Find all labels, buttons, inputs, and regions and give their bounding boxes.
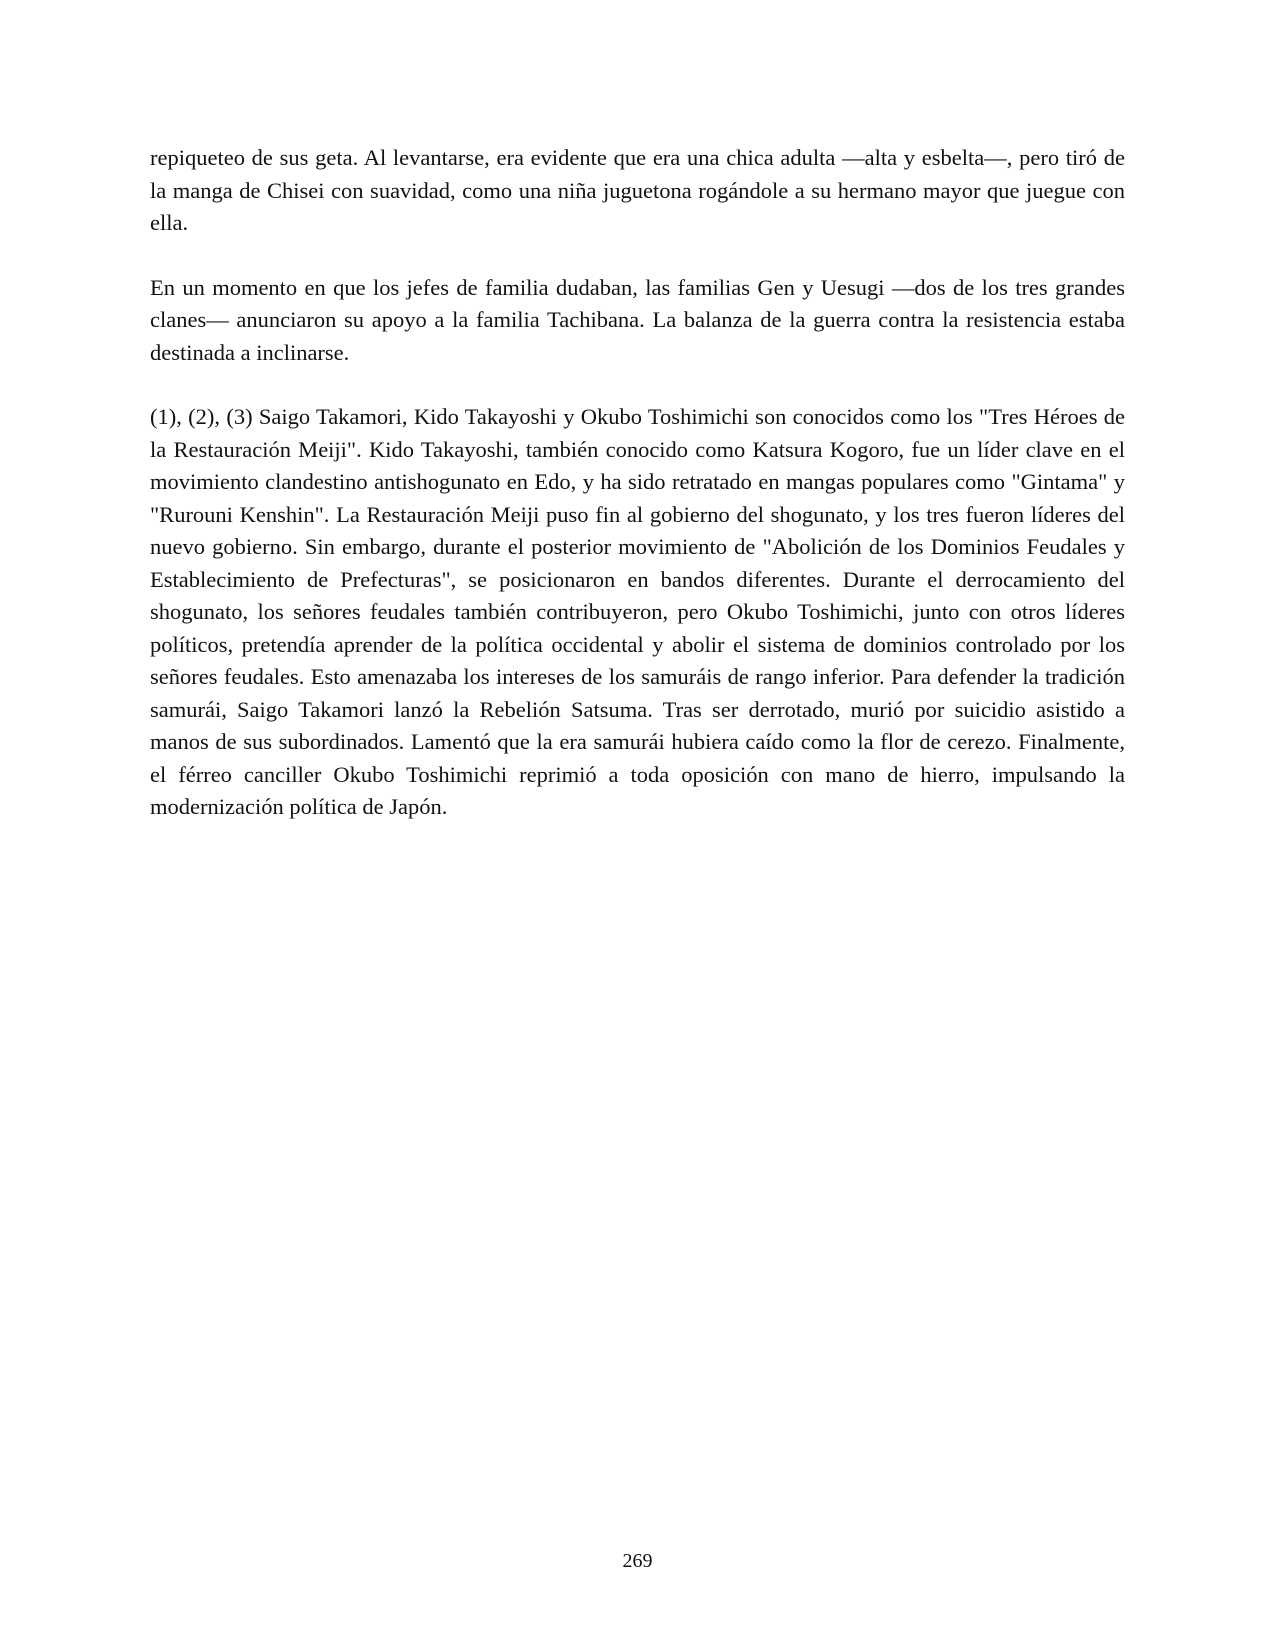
page-number: 269 bbox=[622, 1550, 653, 1572]
paragraph-clans-support: En un momento en que los jefes de familia dudaban, las familias Gen y Uesugi —dos de los tres grandes clanes— anunciaron su apoyo a la familia Tachibana. La balanza de la guerra contra la resistencia estaba destinada a inclinarse. bbox=[150, 274, 1125, 365]
paragraph-continuation: repiqueteo de sus geta. Al levantarse, era evidente que era una chica adulta —alta y esbelta—, pero tiró de la manga de Chisei con suavidad, como una niña juguetona rogándole a su hermano mayor que juegue con ella. bbox=[150, 145, 1125, 235]
page-body bbox=[150, 142, 1125, 856]
paragraph-footnote-meiji: (1), (2), (3) Saigo Takamori, Kido Takayoshi y Okubo Toshimichi son conocidos como los "Tres Héroes de la Restauración Meiji". Kido Takayoshi, también conocido como Katsura Kogoro, fue un líder clave en el movimiento clandestino antishogunato en Edo, y ha sido retratado en mangas populares como "Gintama" y "Rurouni Kenshin". La Restauración Meiji puso fin al gobierno del shogunato, y los tres fueron líderes del nuevo gobierno. Sin embargo, durante el posterior movimiento de "Abolición de los Dominios Feudales y Establecimiento de Prefecturas", se posicionaron en bandos diferentes. Durante el derrocamiento del shogunato, los señores feudales también contribuyeron, pero Okubo Toshimichi, junto con otros líderes políticos, pretendía aprender de la política occidental y abolir el sistema de dominios controlado por los señores feudales. Esto amenazaba los intereses de los samuráis de rango inferior. Para defender la tradición samurái, Saigo Takamori lanzó la Rebelión Satsuma. Tras ser derrotado, murió por suicidio asistido a manos de sus subordinados. Lamentó que la era samurái hubiera caído como la flor de cerezo. Finalmente, el férreo canciller Okubo Toshimichi reprimió a toda oposición con mano de hierro, impulsando la modernización política de Japón. bbox=[150, 404, 1125, 819]
